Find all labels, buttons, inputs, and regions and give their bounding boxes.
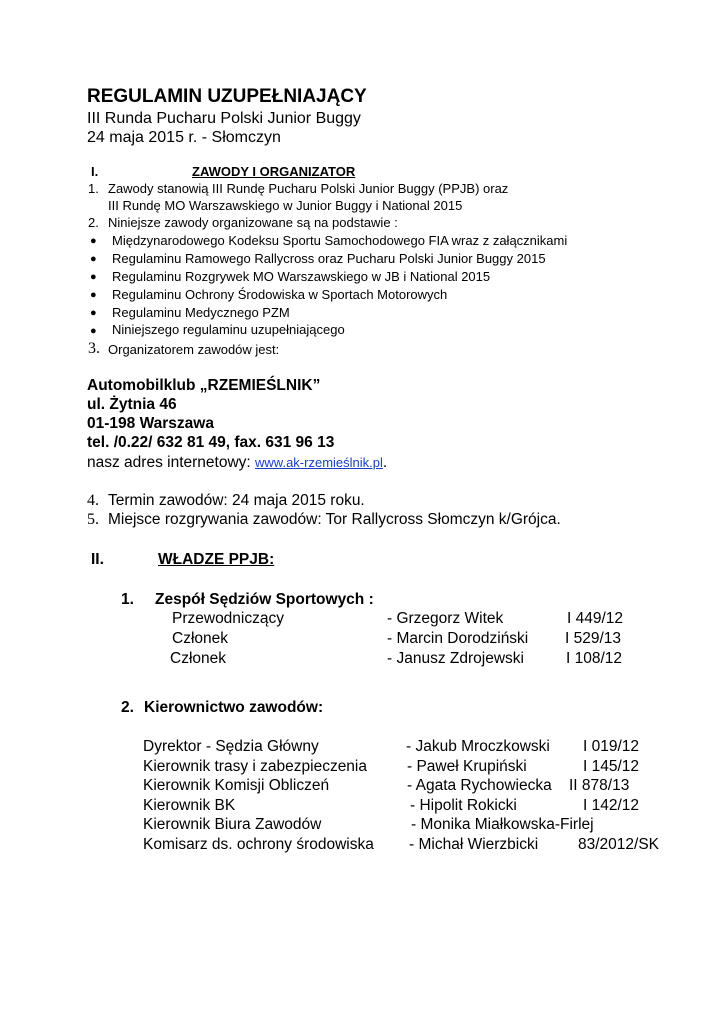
- item-1-number: 1.: [88, 181, 99, 196]
- organizer-web-label: nasz adres internetowy:: [87, 454, 251, 471]
- management-license: 83/2012/SK: [578, 836, 660, 853]
- item-1-line-1: Zawody stanowią III Rundę Pucharu Polski Junior Buggy (PPJB) oraz: [108, 181, 509, 196]
- management-name: - Paweł Krupiński: [407, 758, 527, 775]
- organizer-web-link[interactable]: www.ak-rzemieślnik.pl: [255, 455, 383, 470]
- judge-license: I 529/13: [565, 630, 622, 647]
- item-2-text: Niniejsze zawody organizowane są na podstawie :: [108, 215, 398, 230]
- bullet-icon: ●: [90, 253, 97, 265]
- subsection-2-title: Kierownictwo zawodów:: [144, 699, 324, 716]
- section-2-heading: WŁADZE PPJB:: [158, 551, 275, 568]
- bullet-item: Regulaminu Medycznego PZM: [112, 305, 290, 320]
- organizer-street: ul. Żytnia 46: [87, 396, 177, 413]
- management-name: - Michał Wierzbicki: [409, 836, 539, 853]
- subsection-1-number: 1.: [121, 591, 134, 608]
- document-title: REGULAMIN UZUPEŁNIAJĄCY: [87, 86, 367, 107]
- document-subtitle-date: 24 maja 2015 r. - Słomczyn: [87, 129, 281, 146]
- item-3-number: 3.: [88, 340, 100, 357]
- organizer-name: Automobilklub „RZEMIEŚLNIK”: [87, 377, 321, 394]
- management-role: Komisarz ds. ochrony środowiska: [143, 836, 374, 853]
- management-name: - Monika Miałkowska-Firlej: [411, 816, 594, 833]
- bullet-icon: ●: [90, 235, 97, 247]
- management-name: - Hipolit Rokicki: [410, 797, 517, 814]
- bullet-icon: ●: [90, 307, 97, 319]
- judge-role: Członek: [170, 650, 226, 667]
- bullet-item: Regulaminu Rozgrywek MO Warszawskiego w JB i National 2015: [112, 269, 491, 284]
- subsection-1-title: Zespół Sędziów Sportowych :: [155, 591, 374, 608]
- judge-name: - Marcin Dorodziński: [387, 630, 529, 647]
- management-name: - Jakub Mroczkowski: [406, 738, 550, 755]
- management-license: I 019/12: [583, 738, 640, 755]
- management-license: I 142/12: [583, 797, 640, 814]
- management-role: Kierownik Komisji Obliczeń: [143, 777, 330, 794]
- item-5-number: 5.: [87, 511, 99, 528]
- subsection-2-number: 2.: [121, 699, 134, 716]
- management-role: Kierownik trasy i zabezpieczenia: [143, 758, 367, 775]
- bullet-icon: ●: [90, 325, 97, 337]
- document-subtitle-event: III Runda Pucharu Polski Junior Buggy: [87, 110, 361, 127]
- bullet-item: Regulaminu Ochrony Środowiska w Sportach Motorowych: [112, 287, 448, 302]
- item-5-text: Miejsce rozgrywania zawodów: Tor Rallycross Słomczyn k/Grójca.: [108, 511, 561, 528]
- section-2-number: II.: [91, 551, 104, 568]
- judge-name: - Janusz Zdrojewski: [387, 650, 524, 667]
- management-role: Dyrektor - Sędzia Główny: [143, 738, 319, 755]
- management-role: Kierownik Biura Zawodów: [143, 816, 322, 833]
- item-4-text: Termin zawodów: 24 maja 2015 roku.: [108, 492, 365, 509]
- section-1-heading: ZAWODY I ORGANIZATOR: [192, 164, 356, 179]
- organizer-web-suffix: .: [382, 454, 388, 471]
- bullet-icon: ●: [90, 289, 97, 301]
- judge-license: I 449/12: [567, 610, 624, 627]
- bullet-item: Regulaminu Ramowego Rallycross oraz Pucharu Polski Junior Buggy 2015: [112, 251, 546, 266]
- section-1-number: I.: [91, 164, 99, 179]
- management-name: - Agata Rychowiecka: [407, 777, 552, 794]
- organizer-phone: tel. /0.22/ 632 81 49, fax. 631 96 13: [87, 434, 335, 451]
- management-license: II 878/13: [569, 777, 630, 794]
- item-2-number: 2.: [88, 215, 99, 230]
- judge-role: Przewodniczący: [172, 610, 284, 627]
- judge-license: I 108/12: [566, 650, 623, 667]
- management-license: I 145/12: [583, 758, 640, 775]
- item-4-number: 4.: [87, 492, 99, 509]
- bullet-item: Niniejszego regulaminu uzupełniającego: [112, 322, 345, 337]
- item-1-line-2: III Rundę MO Warszawskiego w Junior Buggy i National 2015: [108, 198, 463, 213]
- organizer-web: [87, 454, 387, 472]
- management-role: Kierownik BK: [143, 797, 236, 814]
- bullet-icon: ●: [90, 271, 97, 283]
- bullet-item: Międzynarodowego Kodeksu Sportu Samochodowego FIA wraz z załącznikami: [112, 233, 568, 248]
- organizer-city: 01-198 Warszawa: [87, 415, 214, 432]
- judge-name: - Grzegorz Witek: [387, 610, 504, 627]
- judge-role: Członek: [172, 630, 228, 647]
- item-3-text: Organizatorem zawodów jest:: [108, 342, 280, 357]
